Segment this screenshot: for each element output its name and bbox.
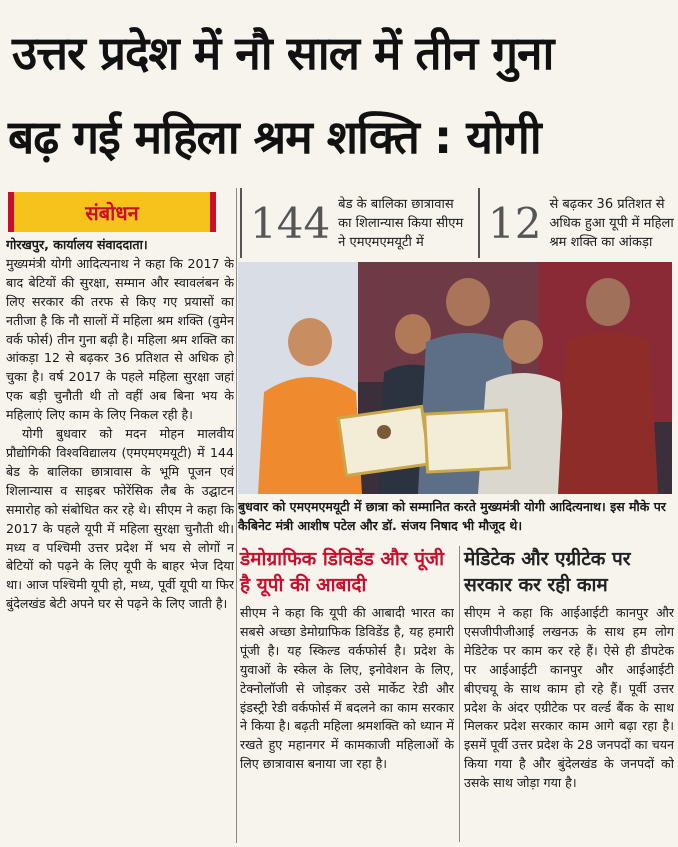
section-tag: संबोधन — [8, 192, 216, 232]
right-column-body: सीएम ने कहा कि आईआईटी कानपुर और एसजीपीजीआई लखनऊ के साथ हम लोग मेडिटेक पर काम कर रहे हैं। ऐसे ही डीपटेक पर आईआईटी कानपुर और आईआईटी बीएचयू के साथ काम हो रहे हैं। पूर्वी उत्तर प्रदेश के अंदर एग्रीटेक पर वर्ल्ड बैंक के साथ मिलकर प्रदेश सरकार काम आगे बढ़ा रहा है। इसमें पूर्वी उत्तर प्रदेश के 28 जनपदों का चयन किया गया है और बुंदेलखंड के जनपदों को उसके साथ जोड़ा गया है। — [464, 605, 674, 791]
left-paragraph-1: मुख्यमंत्री योगी आदित्यनाथ ने कहा कि 2017 के बाद बेटियों की सुरक्षा, सम्मान और स्वावलंबन के लिए सरकार की तरफ से किए गए प्रयासों का नतीजा है कि नौ सालों में महिला श्रम शक्ति (वुमेन वर्क फोर्स) तीन गुना बढ़ी है। महिला श्रम शक्ति का आंकड़ा 12 से बढ़कर 36 प्रतिशत से अधिक हो चुका है। वर्ष 2017 के पहले महिला सुरक्षा जहां एक बड़ी चुनौती थी तो वहीं अब बिना भय के महिलाएं लिए काम के लिए निकल रही है। — [6, 255, 234, 423]
left-column-article — [6, 236, 234, 842]
column-divider — [459, 546, 460, 842]
fact-number: 144 — [250, 198, 331, 248]
photo-illustration — [238, 262, 672, 494]
section-heading-meditech: मेडिटेक और एग्रीटेक पर सरकार कर रही काम — [464, 548, 631, 596]
headline-line-2: बढ़ गई महिला श्रम शक्ति : योगी — [8, 110, 541, 164]
news-photo — [238, 262, 672, 494]
fact-box-144 — [240, 188, 470, 258]
headline — [0, 0, 678, 180]
section-heading-demographic: डेमोग्राफिक डिविडेंड और पूंजी है यूपी की आबादी — [240, 548, 445, 596]
fact-box-12 — [478, 188, 674, 258]
column-divider — [236, 188, 237, 843]
fact-text: बेड के बालिका छात्रावास का शिलान्यास किया सीएम ने एमएमएमयूटी में — [338, 196, 464, 250]
photo-caption: बुधवार को एमएमएमयूटी में छात्रा को सम्मानित करते मुख्यमंत्री योगी आदित्यनाथ। इस मौके पर कैबिनेट मंत्री आशीष पटेल और डॉ. संजय निषाद भी मौजूद थे। — [238, 499, 666, 533]
headline-line-1: उत्तर प्रदेश में नौ साल में तीन गुना — [12, 26, 554, 80]
fact-text: से बढ़कर 36 प्रतिशत से अधिक हुआ यूपी में महिला श्रम शक्ति का आंकड़ा — [549, 196, 674, 250]
fact-number: 12 — [488, 198, 542, 248]
left-paragraph-2: योगी बुधवार को मदन मोहन मालवीय प्रौद्योगिकी विश्वविद्यालय (एमएमएमयूटी) में 144 बेड के बालिका छात्रावास के भूमि पूजन एवं शिलान्यास व साइबर फोरेंसिक लैब के उद्घाटन समारोह को संबोधित कर रहे थे। सीएम ने कहा कि 2017 के पहले यूपी में महिला सुरक्षा चुनौती थी। मध्य व पश्चिमी उत्तर प्रदेश में भय से लोगों न बेटियों को पढ़ने के लिए यूपी के बाहर भेज दिया था। आज पश्चिमी यूपी हो, मध्य, पूर्वी यूपी या फिर बुंदेलखंड बेटी अपने घर से पढ़ने के लिए जाती है। — [6, 426, 234, 612]
mid-column-body: सीएम ने कहा कि यूपी की आबादी भारत का सबसे अच्छा डेमोग्राफिक डिविडेंड है, यह हमारी पूंजी है। यह स्किल्ड वर्कफोर्स है। प्रदेश के युवाओं के स्केल के लिए, इनोवेशन के लिए, टेक्नोलॉजी से जोड़कर उसे मार्केट रेडी और इंडस्ट्री रेडी वर्कफोर्स में बदलने का काम सरकार ने किया है। बढ़ती महिला श्रमशक्ति को ध्यान में रखते हुए महानगर में कामकाजी महिलाओं के लिए छात्रावास बनाया जा रहा है। — [240, 605, 454, 772]
byline: गोरखपुर, कार्यालय संवाददाता। — [6, 237, 148, 252]
